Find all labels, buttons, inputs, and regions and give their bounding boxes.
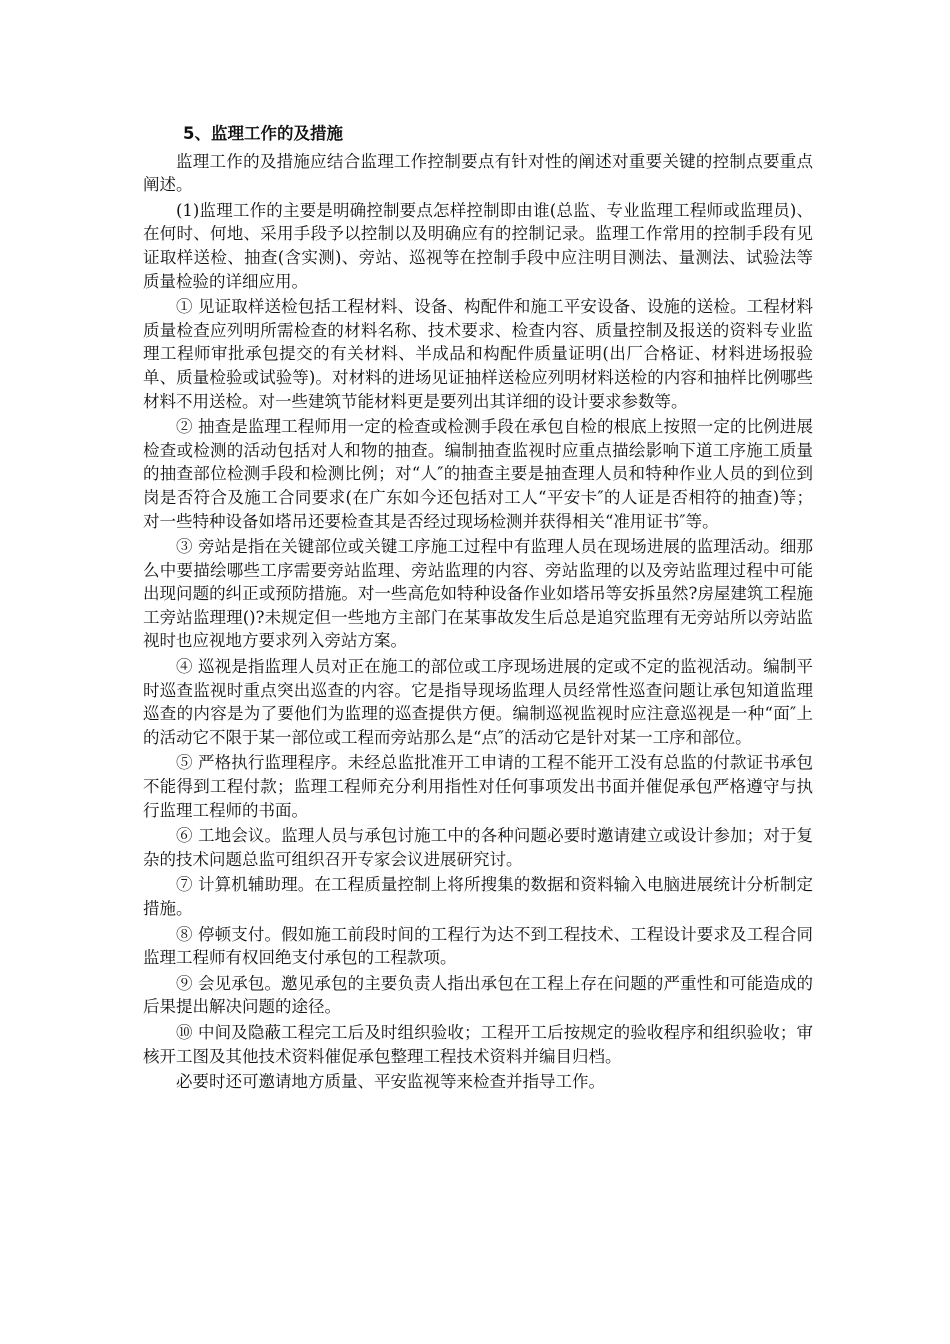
paragraph-control-points: (1)监理工作的主要是明确控制要点怎样控制即由谁(总监、专业监理工程师或监理员)、在何时、何地、采用手段予以控制以及明确应有的控制记录。监理工作常用的控制手段有见证取样送检、抽查(含实测)、旁站、巡视等在控制手段中应注明目测法、量测法、试验法等质量检验的详细应用。 bbox=[143, 200, 813, 291]
paragraph-closing: 必要时还可邀请地方质量、平安监视等来检查并指导工作。 bbox=[176, 1072, 605, 1092]
paragraph-patrol: ④ 巡视是指监理人员对正在施工的部位或工序现场进展的定或不定的监视活动。编制平时巡查监视时重点突出巡查的内容。它是指导现场监理人员经常性巡查问题让承包知道监理巡查的内容是为了要他们为监理的巡查提供方便。编制巡视监视时应注意巡视是一种“面″上的活动它不限于某一部位或工程而旁站那么是“点″的活动它是针对某一工序和部位。 bbox=[143, 657, 813, 747]
paragraph-computer-aid: ⑦ 计算机辅助理。在工程质量控制上将所搜集的数据和资料输入电脑进展统计分析制定措施。 bbox=[143, 875, 813, 918]
paragraph-intro: 监理工作的及措施应结合监理工作控制要点有针对性的阐述对重要关键的控制点要重点阐述。 bbox=[143, 151, 813, 195]
document-body bbox=[143, 122, 813, 1096]
paragraph-site-meeting: ⑥ 工地会议。监理人员与承包讨施工中的各种问题必要时邀请建立或设计参加；对于复杂的技术问题总监可组织召开专家会议进展研究讨。 bbox=[143, 826, 813, 869]
section-heading: 5、监理工作的及措施 bbox=[183, 124, 343, 143]
paragraph-procedure: ⑤ 严格执行监理程序。未经总监批准开工申请的工程不能开工没有总监的付款证书承包不能得到工程付款；监理工程师充分利用指性对任何事项发出书面并催促承包严格遵守与执行监理工程师的书面。 bbox=[143, 753, 813, 820]
paragraph-stop-payment: ⑧ 停顿支付。假如施工前段时间的工程行为达不到工程技术、工程设计要求及工程合同监理工程师有权回绝支付承包的工程款项。 bbox=[143, 924, 813, 968]
paragraph-acceptance: ⑩ 中间及隐蔽工程完工后及时组织验收；工程开工后按规定的验收程序和组织验收；审核开工图及其他技术资料催促承包整理工程技术资料并编目归档。 bbox=[143, 1022, 813, 1066]
paragraph-spot-check: ② 抽查是监理工程师用一定的检查或检测手段在承包自检的根底上按照一定的比例进展检查或检测的活动包括对人和物的抽查。编制抽查监视时应重点描绘影响下道工序施工质量的抽查部位检测手段和检测比例；对“人″的抽查主要是抽查理人员和特种作业人员的到位到岗是否符合及施工合同要求(在广东如今还包括对工人“平安卡″的人证是否相符的抽查)等；对一些特种设备如塔吊还要检查其是否经过现场检测并获得相关“准用证书″等。 bbox=[143, 417, 813, 531]
paragraph-side-station: ③ 旁站是指在关键部位或关键工序施工过程中有监理人员在现场进展的监理活动。细那么中要描绘哪些工序需要旁站监理、旁站监理的内容、旁站监理的以及旁站监理过程中可能出现问题的纠正或预防措施。对一些高危如特种设备作业如塔吊等安拆虽然?房屋建筑工程施工旁站监理理()?未规定但一些地方主部门在某事故发生后总是追究监理有无旁站所以旁站监视时也应视地方要求列入旁站方案。 bbox=[143, 537, 813, 651]
paragraph-witness-sampling: ① 见证取样送检包括工程材料、设备、构配件和施工平安设备、设施的送检。工程材料质量检查应列明所需检查的材料名称、技术要求、检查内容、质量控制及报送的资料专业监理工程师审批承包提交的有关材料、半成品和构配件质量证明(出厂合格证、材料进场报验单、质量检验或试验等)。对材料的进场见证抽样送检应列明材料送检的内容和抽样比例哪些材料不用送检。对一些建筑节能材料更是要列出其详细的设计要求参数等。 bbox=[143, 297, 813, 411]
paragraph-meet-contractor: ⑨ 会见承包。邀见承包的主要负责人指出承包在工程上存在问题的严重性和可能造成的后果提出解决问题的途径。 bbox=[143, 973, 813, 1017]
